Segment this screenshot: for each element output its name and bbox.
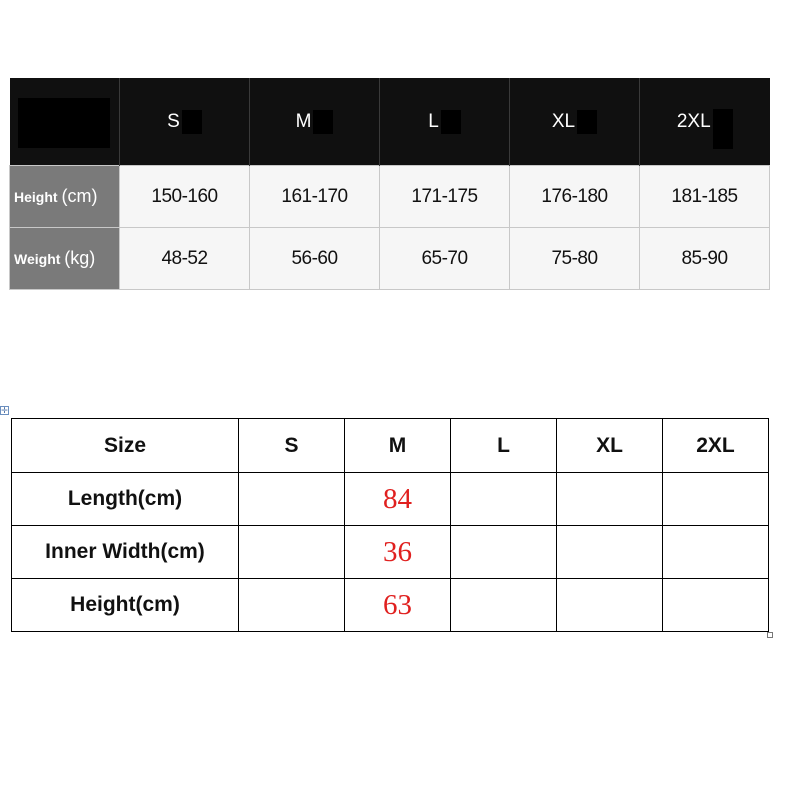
- weight-row: [10, 228, 770, 290]
- size-header-cell: M: [345, 419, 451, 473]
- size-header-cell: L: [451, 419, 557, 473]
- table-cell: 56-60: [250, 228, 380, 290]
- size-header-cell: [120, 78, 250, 166]
- table-cell: 85-90: [640, 228, 770, 290]
- height-row: [10, 166, 770, 228]
- table-cell: [663, 526, 769, 579]
- table-cell: [451, 579, 557, 632]
- table-cell: [239, 579, 345, 632]
- body-size-chart: [9, 78, 770, 290]
- table-cell: [239, 473, 345, 526]
- table-cell: 63: [345, 579, 451, 632]
- inner-width-row: [12, 526, 769, 579]
- table-cell: [451, 473, 557, 526]
- row-label: Weight (kg): [10, 228, 120, 290]
- table-cell: 150-160: [120, 166, 250, 228]
- table-move-handle-icon[interactable]: ✛: [1, 406, 8, 415]
- size-label: M: [295, 110, 312, 132]
- table-resize-handle[interactable]: [767, 632, 773, 638]
- size-header-cell: [380, 78, 510, 166]
- size-label: L: [428, 110, 439, 132]
- table-cell: 171-175: [380, 166, 510, 228]
- redacted-block: [441, 110, 461, 134]
- table-cell: 48-52: [120, 228, 250, 290]
- redacted-block: [18, 98, 110, 148]
- redacted-block: [313, 110, 333, 134]
- header-corner-cell: [10, 78, 120, 166]
- size-header-cell: [250, 78, 380, 166]
- table-cell: [557, 473, 663, 526]
- size-header-row: [12, 419, 769, 473]
- redacted-block: [713, 109, 733, 149]
- redacted-block: [182, 110, 202, 134]
- table-cell: 75-80: [510, 228, 640, 290]
- size-label: 2XL: [676, 110, 711, 132]
- size-label: XL: [551, 110, 576, 132]
- size-header-cell: XL: [557, 419, 663, 473]
- size-header-row: [10, 78, 770, 166]
- table-cell: 36: [345, 526, 451, 579]
- table-cell: 84: [345, 473, 451, 526]
- table-cell: 176-180: [510, 166, 640, 228]
- size-header-label: Size: [12, 419, 239, 473]
- table-cell: [557, 579, 663, 632]
- length-row: [12, 473, 769, 526]
- table-cell: 65-70: [380, 228, 510, 290]
- table-cell: [557, 526, 663, 579]
- table-cell: [239, 526, 345, 579]
- size-label: S: [167, 110, 180, 132]
- size-header-cell: S: [239, 419, 345, 473]
- row-label: Height (cm): [10, 166, 120, 228]
- row-label: Length(cm): [12, 473, 239, 526]
- product-size-table: [11, 418, 769, 632]
- height-row: [12, 579, 769, 632]
- table-cell: [663, 579, 769, 632]
- table-cell: [663, 473, 769, 526]
- redacted-block: [577, 110, 597, 134]
- table-cell: 161-170: [250, 166, 380, 228]
- size-header-cell: [640, 78, 770, 166]
- row-label: Height(cm): [12, 579, 239, 632]
- table-cell: [451, 526, 557, 579]
- size-header-cell: [510, 78, 640, 166]
- row-label: Inner Width(cm): [12, 526, 239, 579]
- table-cell: 181-185: [640, 166, 770, 228]
- size-header-cell: 2XL: [663, 419, 769, 473]
